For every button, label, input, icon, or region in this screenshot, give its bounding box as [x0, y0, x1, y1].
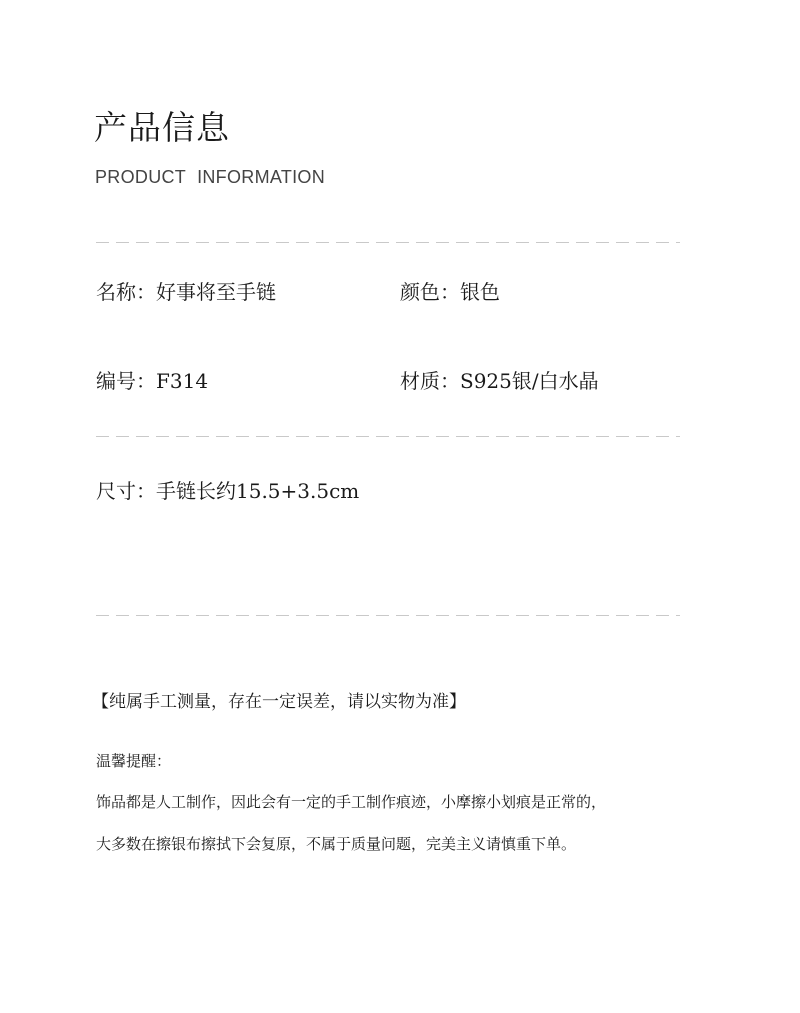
product-name: 名称：好事将至手链 — [96, 280, 276, 304]
measurement-note: 【纯属手工测量，存在一定误差，请以实物为准】 — [92, 692, 466, 712]
product-size: 尺寸：手链长约15.5+3.5cm — [96, 479, 360, 503]
product-code: 编号：F314 — [96, 369, 209, 393]
reminder-heading: 温馨提醒： — [96, 752, 172, 770]
divider — [96, 615, 680, 616]
divider — [96, 242, 680, 243]
page-title: 产品信息 — [94, 108, 230, 147]
page-subtitle: PRODUCT INFORMATION — [95, 167, 326, 187]
divider — [96, 436, 680, 437]
product-material: 材质：S925银/白水晶 — [400, 369, 599, 393]
product-color: 颜色：银色 — [400, 280, 500, 304]
reminder-line: 大多数在擦银布擦拭下会复原，不属于质量问题，完美主义请慎重下单。 — [96, 835, 577, 853]
reminder-line: 饰品都是人工制作，因此会有一定的手工制作痕迹，小摩擦小划痕是正常的， — [96, 793, 607, 811]
